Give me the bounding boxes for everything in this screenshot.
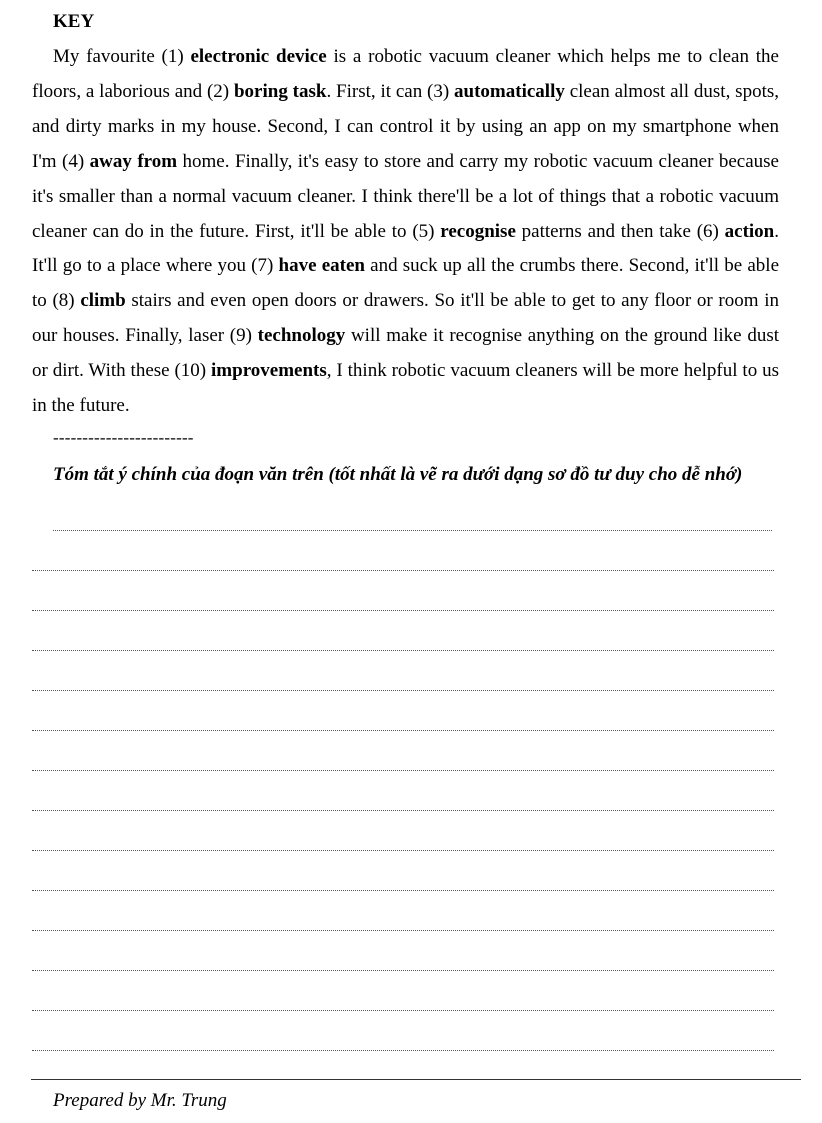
passage-text: , I think robotic vacuum cleaners will be more helpful to us in the future. [32, 360, 779, 417]
dotted-answer-line [32, 770, 774, 771]
dotted-answer-line [32, 1050, 774, 1051]
passage-text: will make it recognise anything on the ground like dust or dirt. With these (10) [32, 325, 779, 382]
answer-keyword: improvements [211, 360, 327, 382]
footer-credit: Prepared by Mr. Trung [53, 1090, 227, 1111]
dotted-answer-line [32, 730, 774, 731]
passage-text: stairs and even open doors or drawers. So it'll be able to get to any floor or room in our houses. Finally, laser (9) [32, 290, 779, 347]
dotted-answer-line [32, 970, 774, 971]
passage-text: clean almost all dust, spots, and dirty marks in my house. Second, I can control it by using an app on my smartphone when I'm (4) [32, 80, 779, 172]
summary-instruction: Tóm tắt ý chính của đoạn văn trên (tốt nhất là vẽ ra dưới dạng sơ đồ tư duy cho dễ nhớ) [53, 464, 743, 485]
passage-text: is a robotic vacuum cleaner which helps me to clean the floors, a laborious and (2) [32, 46, 779, 102]
answer-passage [32, 40, 779, 424]
dotted-answer-line [53, 530, 772, 531]
separator-dashes: ------------------------ [53, 428, 194, 447]
dotted-answer-line [32, 690, 774, 691]
passage-text: . First, it can (3) [326, 80, 455, 102]
dotted-answer-line [32, 850, 774, 851]
footer-divider [31, 1079, 801, 1080]
answer-keyword: away from [89, 150, 178, 172]
dotted-answer-line [32, 1010, 774, 1011]
passage-text: My favourite (1) [53, 46, 191, 67]
passage-text: patterns and then take (6) [515, 220, 725, 242]
answer-keyword: electronic device [190, 46, 327, 67]
dotted-answer-line [32, 810, 774, 811]
answer-keyword: automatically [454, 80, 565, 102]
dotted-answer-line [32, 890, 774, 891]
dotted-answer-line [32, 930, 774, 931]
answer-keyword: technology [257, 325, 346, 347]
passage-text: home. Finally, it's easy to store and carry my robotic vacuum cleaner because it's smaller than a normal vacuum cleaner. I think there'll be a lot of things that a robotic vacuum cleaner can do in the future. First, it'll be able to (5) [32, 150, 779, 242]
dotted-answer-line [32, 570, 774, 571]
answer-keyword: action [724, 220, 775, 242]
answer-keyword: boring task [233, 80, 327, 102]
answer-keyword: have eaten [278, 255, 365, 277]
dotted-answer-line [32, 650, 774, 651]
answer-keyword: climb [80, 290, 126, 312]
key-heading: KEY [53, 11, 95, 32]
dotted-answer-line [32, 610, 774, 611]
passage-text: . It'll go to a place where you (7) [32, 220, 779, 277]
answer-keyword: recognise [440, 220, 516, 242]
passage-text: and suck up all the crumbs there. Second, it'll be able to (8) [32, 255, 780, 312]
